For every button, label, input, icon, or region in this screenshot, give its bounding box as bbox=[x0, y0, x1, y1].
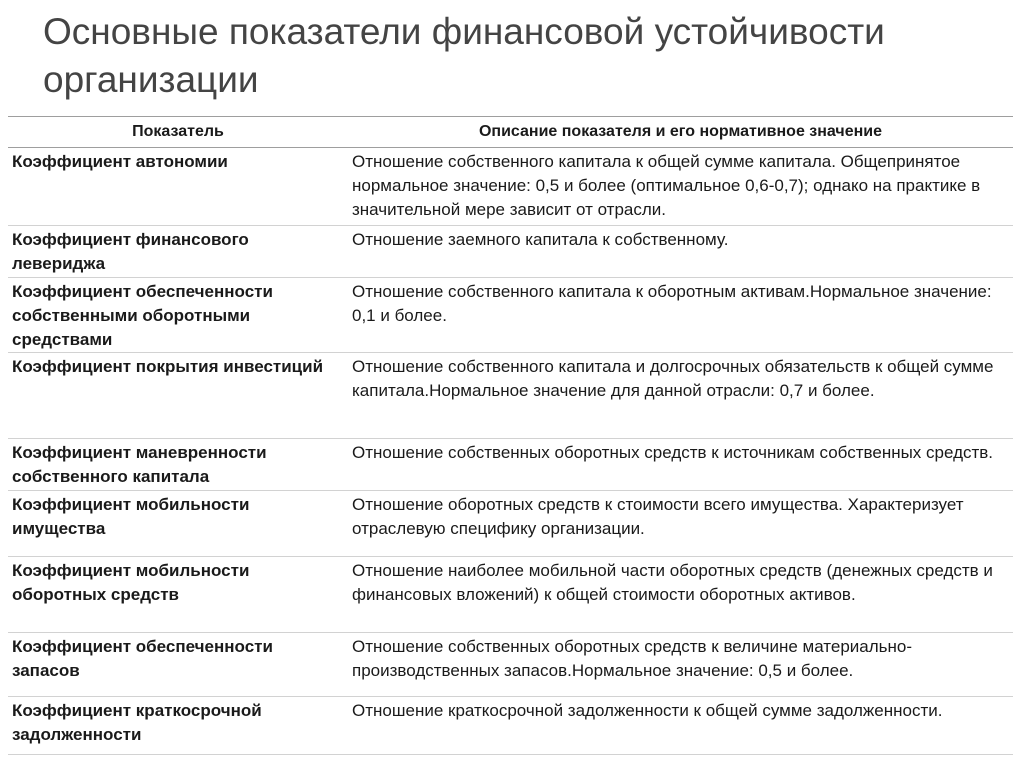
indicator-name: Коэффициент мобильности имущества bbox=[8, 491, 348, 557]
indicator-description: Отношение оборотных средств к стоимости всего имущества. Характеризует отраслевую специфику организации. bbox=[348, 491, 1013, 557]
table-row bbox=[8, 633, 1013, 697]
indicator-name: Коэффициент обеспеченности запасов bbox=[8, 633, 348, 697]
indicator-description: Отношение собственных оборотных средств к источникам собственных средств. bbox=[348, 439, 1013, 491]
table-row bbox=[8, 697, 1013, 755]
table-header-row bbox=[8, 117, 1013, 148]
indicator-description: Отношение краткосрочной задолженности к общей сумме задолженности. bbox=[348, 697, 1013, 755]
column-header-description: Описание показателя и его нормативное значение bbox=[348, 117, 1013, 148]
indicator-description: Отношение собственного капитала и долгосрочных обязательств к общей сумме капитала.Нормальное значение для данной отрасли: 0,7 и более. bbox=[348, 353, 1013, 439]
indicator-name: Коэффициент обеспеченности собственными оборотными средствами bbox=[8, 278, 348, 353]
indicator-name: Коэффициент покрытия инвестиций bbox=[8, 353, 348, 439]
indicators-table bbox=[8, 116, 1013, 755]
page-title: Основные показатели финансовой устойчивости организации bbox=[43, 11, 885, 100]
table-row bbox=[8, 491, 1013, 557]
indicator-name: Коэффициент мобильности оборотных средств bbox=[8, 557, 348, 633]
indicator-name: Коэффициент краткосрочной задолженности bbox=[8, 697, 348, 755]
indicators-table-container bbox=[8, 116, 1013, 755]
indicator-name: Коэффициент маневренности собственного капитала bbox=[8, 439, 348, 491]
indicator-description: Отношение наиболее мобильной части оборотных средств (денежных средств и финансовых вложений) к общей стоимости оборотных активов. bbox=[348, 557, 1013, 633]
table-row bbox=[8, 278, 1013, 353]
table-row bbox=[8, 353, 1013, 439]
indicator-description: Отношение собственных оборотных средств к величине материально-производственных запасов.Нормальное значение: 0,5 и более. bbox=[348, 633, 1013, 697]
table-row bbox=[8, 557, 1013, 633]
table-row bbox=[8, 439, 1013, 491]
indicator-description: Отношение собственного капитала к общей сумме капитала. Общепринятое нормальное значение: 0,5 и более (оптимальное 0,6-0,7); однако на практике в значительной мере зависит от отрасли. bbox=[348, 148, 1013, 226]
indicator-description: Отношение заемного капитала к собственному. bbox=[348, 226, 1013, 278]
indicator-description: Отношение собственного капитала к оборотным активам.Нормальное значение: 0,1 и более. bbox=[348, 278, 1013, 353]
column-header-indicator: Показатель bbox=[8, 117, 348, 148]
indicator-name: Коэффициент автономии bbox=[8, 148, 348, 226]
indicator-name: Коэффициент финансового левериджа bbox=[8, 226, 348, 278]
table-row bbox=[8, 148, 1013, 226]
table-row bbox=[8, 226, 1013, 278]
